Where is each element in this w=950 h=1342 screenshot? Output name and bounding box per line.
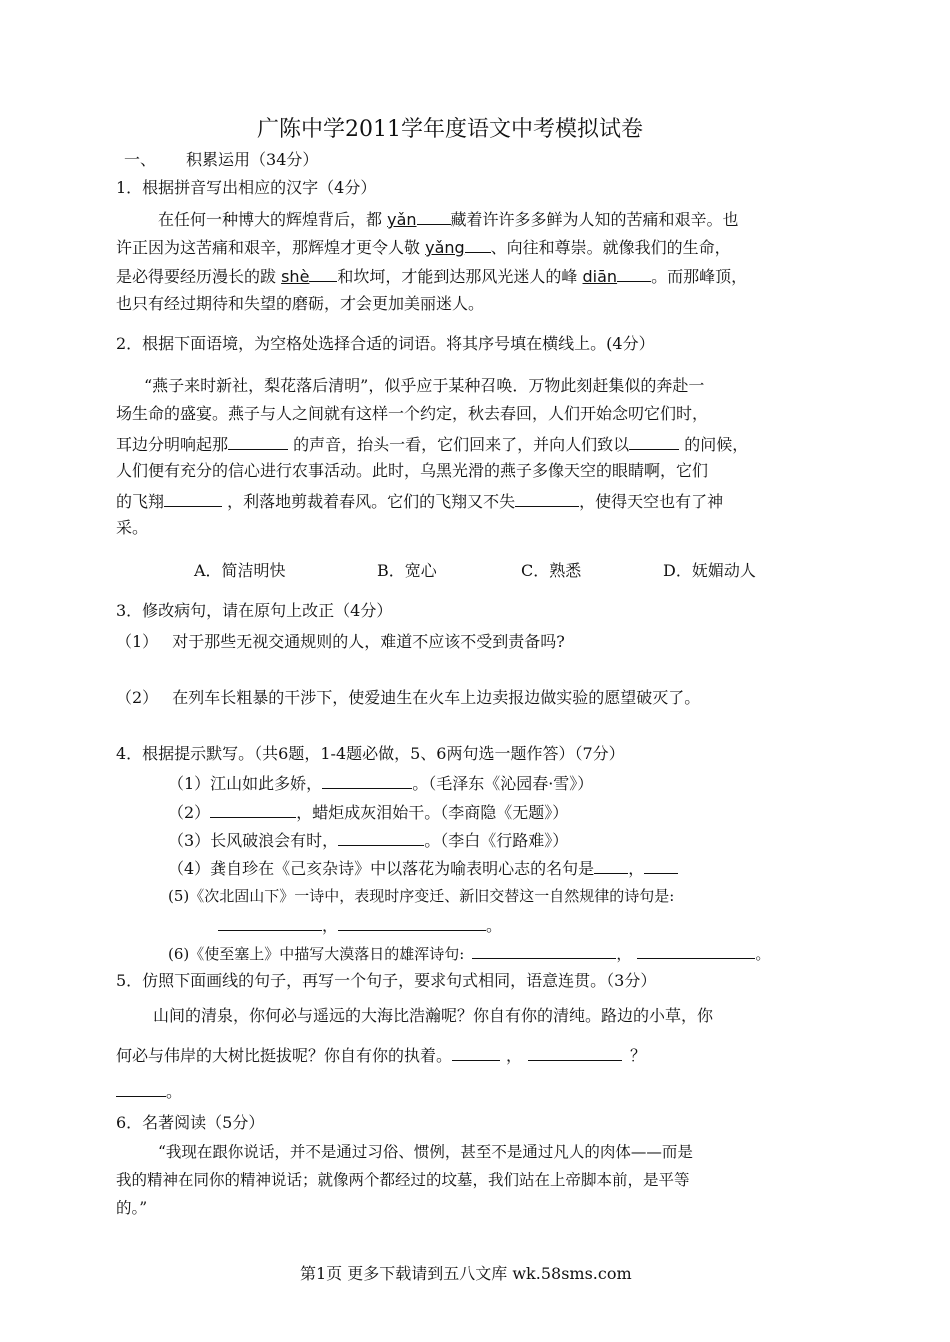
q2-text: 的声音，抬头一看，它们回来了，并向人们致以 bbox=[288, 435, 630, 454]
q1-line-4: 也只有经过期待和失望的磨砺，才会更加美丽迷人。 bbox=[116, 294, 485, 313]
q3-s2-number: （2） bbox=[116, 688, 159, 707]
q5-line-2 bbox=[116, 1044, 646, 1066]
q2-blank-4[interactable] bbox=[515, 490, 579, 507]
q4-item-6 bbox=[168, 942, 770, 964]
section-1-heading bbox=[124, 150, 318, 170]
q2-line-6: 采。 bbox=[116, 518, 149, 537]
section-1-label: 积累运用（34分） bbox=[186, 150, 319, 169]
pinyin-yang: yǎng bbox=[425, 238, 465, 257]
q4-text: ， bbox=[628, 859, 645, 878]
q1-line-3 bbox=[116, 265, 747, 287]
q6-quote-line-1: “我现在跟你说话，并不是通过习俗、惯例，甚至不是通过凡人的肉体——而是 bbox=[158, 1143, 693, 1161]
q2-blank-3[interactable] bbox=[164, 490, 222, 507]
q4-blank-2[interactable] bbox=[210, 801, 296, 818]
q5-text: ， bbox=[506, 1046, 523, 1065]
q2-text: 的飞翔 bbox=[116, 492, 165, 511]
page-title: 广陈中学2011学年度语文中考模拟试卷 bbox=[257, 117, 643, 142]
q1-text: 藏着许许多多鲜为人知的苦痛和艰辛。也 bbox=[450, 210, 739, 229]
q2-text: ，利落地剪裁着春风。它们的飞翔又不失 bbox=[222, 492, 516, 511]
q2-blank-1[interactable] bbox=[228, 433, 288, 450]
q5-line-3 bbox=[116, 1080, 182, 1102]
q5-blank-1[interactable] bbox=[452, 1044, 500, 1061]
q4-text: ， bbox=[322, 916, 339, 935]
blank-yang[interactable] bbox=[465, 236, 491, 253]
q2-line-3 bbox=[116, 433, 748, 455]
q4-text: 。 bbox=[755, 945, 771, 963]
q4-text: （2） bbox=[168, 803, 211, 822]
q6-heading: 6．名著阅读（5分） bbox=[116, 1113, 265, 1132]
q1-heading: 1．根据拼音写出相应的汉字（4分） bbox=[116, 178, 377, 197]
q1-line-2 bbox=[116, 236, 731, 258]
q4-text: 。（李白《行路难》） bbox=[424, 831, 569, 850]
pinyin-she: shè bbox=[281, 267, 310, 286]
q1-text: 是必得要经历漫长的跋 bbox=[116, 267, 282, 286]
q2-line-4: 人们便有充分的信心进行农事活动。此时，乌黑光滑的燕子多像天空的眼睛啊，它们 bbox=[116, 461, 709, 480]
q1-text: 、向往和尊崇。就像我们的生命， bbox=[490, 238, 731, 257]
q2-line-1: “燕子来时新社，梨花落后清明”，似乎应于某种召唤．万物此刻赶集似的奔赴一 bbox=[144, 376, 705, 395]
q5-text: 何必与伟岸的大树比挺拔呢？你自有你的执着。 bbox=[116, 1046, 453, 1065]
q4-text: 。（毛泽东《沁园春·雪》） bbox=[412, 774, 594, 793]
pinyin-dian: diān bbox=[582, 267, 618, 286]
q3-sentence-2 bbox=[116, 688, 700, 708]
q4-blank-5b[interactable] bbox=[338, 914, 486, 931]
q5-blank-3[interactable] bbox=[116, 1080, 166, 1097]
q2-option-b: B．宽心 bbox=[377, 561, 437, 580]
q6-quote-line-3: 的。” bbox=[116, 1199, 148, 1217]
blank-dian[interactable] bbox=[617, 265, 651, 282]
q1-text: 和坎坷，才能到达那风光迷人的峰 bbox=[337, 267, 583, 286]
q5-blank-2[interactable] bbox=[528, 1044, 622, 1061]
q2-blank-2[interactable] bbox=[629, 433, 679, 450]
q4-heading: 4．根据提示默写。（共6题，1-4题必做，5、6两句选一题作答）（7分） bbox=[116, 744, 625, 763]
q3-sentence-1 bbox=[116, 632, 565, 652]
q2-text: 耳边分明响起那 bbox=[116, 435, 229, 454]
blank-yan[interactable] bbox=[417, 208, 451, 225]
q3-heading: 3．修改病句，请在原句上改正（4分） bbox=[116, 601, 393, 620]
q4-blank-4b[interactable] bbox=[644, 857, 678, 874]
q2-option-a: A．简洁明快 bbox=[194, 561, 286, 580]
q4-text: (6)《使至塞上》中描写大漠落日的雄浑诗句: bbox=[168, 945, 465, 963]
q4-text: ， bbox=[616, 945, 632, 963]
q5-line-1: 山间的清泉，你何必与遥远的大海比浩瀚呢？你自有你的清纯。路边的小草，你 bbox=[153, 1006, 714, 1025]
q3-s1-text: 对于那些无视交通规则的人，难道不应该不受到责备吗? bbox=[172, 632, 565, 651]
q1-text: 。而那峰顶， bbox=[651, 267, 748, 286]
pinyin-yan: yǎn bbox=[387, 210, 417, 229]
q3-s2-text: 在列车长粗暴的干涉下，使爱迪生在火车上边卖报边做实验的愿望破灭了。 bbox=[172, 688, 701, 707]
q2-option-c: C．熟悉 bbox=[521, 561, 582, 580]
q4-text: （4）龚自珍在《己亥杂诗》中以落花为喻表明心志的名句是 bbox=[168, 859, 595, 878]
q2-heading: 2．根据下面语境，为空格处选择合适的词语。将其序号填在横线上。(4分） bbox=[116, 334, 655, 353]
q4-item-3 bbox=[168, 829, 568, 851]
q4-text: （1）江山如此多娇， bbox=[168, 774, 323, 793]
q4-text: （3）长风破浪会有时， bbox=[168, 831, 339, 850]
q4-text: ，蜡炬成灰泪始干。（李商隐《无题》） bbox=[296, 803, 569, 822]
blank-she[interactable] bbox=[309, 265, 337, 282]
q2-text: ，使得天空也有了神 bbox=[579, 492, 724, 511]
q2-text: 的问候， bbox=[679, 435, 749, 454]
q4-blank-6b[interactable] bbox=[637, 942, 755, 959]
q1-text: 许正因为这苦痛和艰辛，那辉煌才更令人敬 bbox=[116, 238, 426, 257]
section-1-number: 一、 bbox=[124, 150, 157, 169]
q4-item-5-blanks bbox=[218, 914, 502, 936]
q4-text: 。 bbox=[486, 916, 503, 935]
q4-blank-1[interactable] bbox=[322, 772, 412, 789]
q2-line-2: 场生命的盛宴。燕子与人之间就有这样一个约定，秋去春回，人们开始念叨它们时， bbox=[116, 404, 709, 423]
q4-item-5: (5)《次北固山下》一诗中，表现时序变迁、新旧交替这一自然规律的诗句是: bbox=[168, 887, 675, 905]
q3-s1-number: （1） bbox=[116, 632, 159, 651]
q5-text: ？ bbox=[630, 1046, 647, 1065]
q4-blank-6a[interactable] bbox=[472, 942, 616, 959]
q4-blank-4a[interactable] bbox=[594, 857, 628, 874]
q4-blank-5a[interactable] bbox=[218, 914, 322, 931]
q4-item-2 bbox=[168, 801, 568, 823]
q5-text: 。 bbox=[166, 1082, 183, 1101]
q1-line-1 bbox=[158, 208, 739, 230]
q5-heading: 5．仿照下面画线的句子，再写一个句子，要求句式相同，语意连贯。（3分） bbox=[116, 971, 657, 990]
q4-item-4 bbox=[168, 857, 678, 879]
q4-item-1 bbox=[168, 772, 593, 794]
page-footer: 第1页 更多下载请到五八文库 wk.58sms.com bbox=[300, 1264, 632, 1283]
q1-text: 在任何一种博大的辉煌背后，都 bbox=[158, 210, 388, 229]
q2-option-d: D．妩媚动人 bbox=[663, 561, 756, 580]
q2-line-5 bbox=[116, 490, 723, 512]
q6-quote-line-2: 我的精神在同你的精神说话；就像两个都经过的坟墓，我们站在上帝脚本前，是平等 bbox=[116, 1171, 690, 1189]
q4-blank-3[interactable] bbox=[338, 829, 424, 846]
